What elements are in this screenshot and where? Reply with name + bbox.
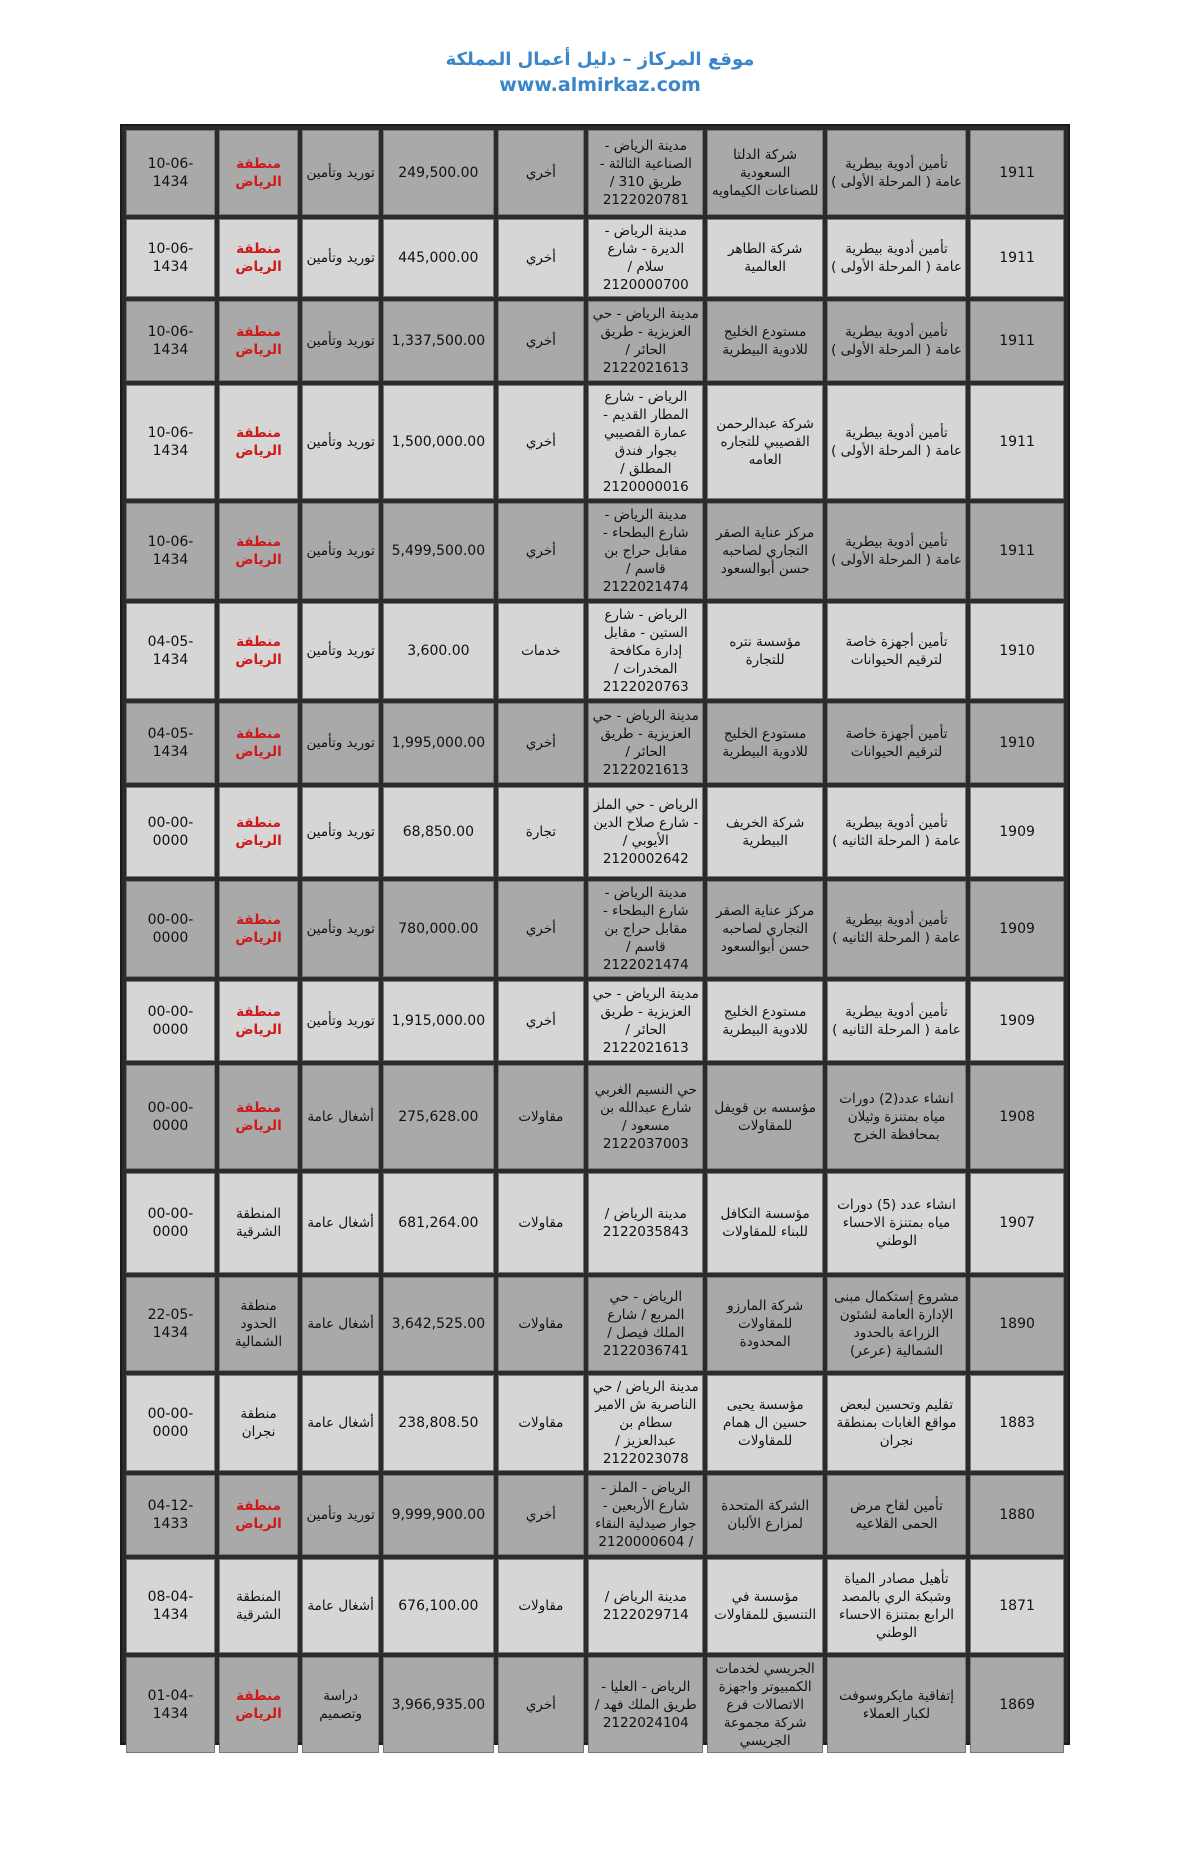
company-cell: مستودع الخليج للادوية البيطرية [707,301,822,381]
project-cell: انشاء عدد (5) دورات مياه بمتنزة الاحساء الوطني [827,1173,966,1273]
tender-number-cell: 1883 [970,1375,1064,1471]
project-cell: تأهيل مصادر المياة وشبكة الري بالمصد الرابع بمتنزة الاحساء الوطني [827,1559,966,1653]
region-cell: منطقة الرياض [219,881,298,977]
address-cell: حي النسيم الغربي شارع عبدالله بن مسعود / 2122037003 [588,1065,703,1169]
amount-cell: 3,642,525.00 [383,1277,494,1371]
project-cell: تأمين أدوية بيطرية عامة ( المرحلة الثانيه ) [827,881,966,977]
company-cell: الشركة المتحدة لمزارع الألبان [707,1475,822,1555]
contract-type-cell: توريد وتأمين [302,787,379,877]
region-cell: منطقة الرياض [219,787,298,877]
tender-date-cell: 22-05-1434 [126,1277,215,1371]
company-cell: مؤسسة في التنسيق للمقاولات [707,1559,822,1653]
table-row [126,703,1064,783]
category-cell: أخري [498,703,585,783]
category-cell: أخري [498,981,585,1061]
address-cell: مدينة الرياض - شارع البطحاء - مقابل حراج بن قاسم / 2122021474 [588,503,703,599]
tender-number-cell: 1908 [970,1065,1064,1169]
contract-type-cell: توريد وتأمين [302,1475,379,1555]
tender-number-cell: 1909 [970,787,1064,877]
region-cell: منطقة الرياض [219,1475,298,1555]
region-cell: منطقة الرياض [219,603,298,699]
company-cell: مؤسسة يحيى حسين ال همام للمقاولات [707,1375,822,1471]
tender-date-cell: 04-05-1434 [126,703,215,783]
contract-type-cell: توريد وتأمين [302,981,379,1061]
category-cell: مقاولات [498,1065,585,1169]
contract-type-cell: توريد وتأمين [302,603,379,699]
tender-number-cell: 1880 [970,1475,1064,1555]
project-cell: تأمين أجهزة خاصة لترقيم الحيوانات [827,703,966,783]
company-cell: شركة الدلتا السعودية للصناعات الكيماويه [707,130,822,215]
category-cell: مقاولات [498,1277,585,1371]
table-row [126,219,1064,297]
table-body [126,130,1064,1753]
address-cell: الرياض - العليا - طريق الملك فهد / 2122024104 [588,1657,703,1753]
tender-number-cell: 1890 [970,1277,1064,1371]
tender-number-cell: 1907 [970,1173,1064,1273]
amount-cell: 676,100.00 [383,1559,494,1653]
project-cell: تأمين أجهزة خاصة لترقيم الحيوانات [827,603,966,699]
region-cell: منطقة الرياض [219,130,298,215]
tender-number-cell: 1911 [970,130,1064,215]
amount-cell: 275,628.00 [383,1065,494,1169]
tender-date-cell: 10-06-1434 [126,503,215,599]
address-cell: الرياض - حي الملز - شارع صلاح الدين الأيوبي / 2120002642 [588,787,703,877]
table-row [126,1657,1064,1753]
project-cell: انشاء عدد(2) دورات مياه بمتنزة وثيلان بمحافظة الخرج [827,1065,966,1169]
address-cell: الرياض - حي المربع / شارع الملك فيصل / 2122036741 [588,1277,703,1371]
project-cell: تأمين أدوية بيطرية عامة ( المرحلة الأولى ) [827,503,966,599]
project-cell: تأمين أدوية بيطرية عامة ( المرحلة الأولى ) [827,301,966,381]
tender-date-cell: 10-06-1434 [126,130,215,215]
tender-date-cell: 01-04-1434 [126,1657,215,1753]
table-row [126,1277,1064,1371]
category-cell: أخري [498,130,585,215]
tender-number-cell: 1911 [970,503,1064,599]
table-row [126,385,1064,499]
tender-number-cell: 1911 [970,385,1064,499]
tender-number-cell: 1911 [970,219,1064,297]
region-cell: منطقة الرياض [219,1065,298,1169]
amount-cell: 1,337,500.00 [383,301,494,381]
category-cell: تجارة [498,787,585,877]
region-cell: منطقة الرياض [219,219,298,297]
address-cell: مدينة الرياض / 2122035843 [588,1173,703,1273]
contract-type-cell: أشغال عامة [302,1277,379,1371]
company-cell: الجريسي لخدمات الكمبيوتر واجهزة الاتصالات فرع شركة مجموعة الجريسي [707,1657,822,1753]
tender-date-cell: 00-00-0000 [126,1173,215,1273]
contract-type-cell: دراسة وتصميم [302,1657,379,1753]
site-url[interactable]: www.almirkaz.com [499,74,701,96]
table-row [126,301,1064,381]
category-cell: مقاولات [498,1559,585,1653]
tender-date-cell: 08-04-1434 [126,1559,215,1653]
region-cell: منطقة الرياض [219,703,298,783]
tender-number-cell: 1909 [970,881,1064,977]
tender-date-cell: 04-12-1433 [126,1475,215,1555]
project-cell: تأمين لقاح مرض الحمى القلاعيه [827,1475,966,1555]
address-cell: الرياض - شارع الستين - مقابل إدارة مكافحة المخدرات / 2122020763 [588,603,703,699]
region-cell: منطقة الرياض [219,301,298,381]
company-cell: مستودع الخليج للادوية البيطرية [707,981,822,1061]
company-cell: شركة المارزو للمقاولات المحدودة [707,1277,822,1371]
company-cell: شركة الخريف البيطرية [707,787,822,877]
tender-date-cell: 00-00-0000 [126,1375,215,1471]
company-cell: شركة عبدالرحمن القصيبي للتجاره العامه [707,385,822,499]
project-cell: تأمين أدوية بيطرية عامة ( المرحلة الأولى ) [827,385,966,499]
tender-date-cell: 10-06-1434 [126,219,215,297]
region-cell: منطقة الرياض [219,385,298,499]
address-cell: الرياض - شارع المطار القديم - عمارة القصيبي بجوار فندق المطلق / 2120000016 [588,385,703,499]
amount-cell: 1,995,000.00 [383,703,494,783]
project-cell: تأمين أدوية بيطرية عامة ( المرحلة الأولى ) [827,219,966,297]
table-row [126,981,1064,1061]
address-cell: مدينة الرياض - حي العزيزية - طريق الحائر / 2122021613 [588,981,703,1061]
tenders-table-frame [120,124,1070,1749]
address-cell: مدينة الرياض - الديرة - شارع سلام / 2120000700 [588,219,703,297]
tender-number-cell: 1909 [970,981,1064,1061]
company-cell: مركز عناية الصقر التجاري لصاحبه حسن أبوالسعود [707,881,822,977]
table-row [126,503,1064,599]
tender-number-cell: 1871 [970,1559,1064,1653]
tender-date-cell: 00-00-0000 [126,881,215,977]
amount-cell: 445,000.00 [383,219,494,297]
amount-cell: 238,808.50 [383,1375,494,1471]
address-cell: مدينة الرياض - حي العزيزية - طريق الحائر / 2122021613 [588,301,703,381]
amount-cell: 780,000.00 [383,881,494,977]
region-cell: المنطقة الشرقية [219,1559,298,1653]
contract-type-cell: توريد وتأمين [302,503,379,599]
company-cell: شركة الطاهر العالمية [707,219,822,297]
category-cell: أخري [498,503,585,599]
amount-cell: 5,499,500.00 [383,503,494,599]
region-cell: منطقة الرياض [219,503,298,599]
tender-date-cell: 10-06-1434 [126,385,215,499]
company-cell: مؤسسة نتره للتجارة [707,603,822,699]
table-row [126,881,1064,977]
contract-type-cell: توريد وتأمين [302,130,379,215]
contract-type-cell: أشغال عامة [302,1375,379,1471]
amount-cell: 1,915,000.00 [383,981,494,1061]
address-cell: مدينة الرياض / حي الناصرية ش الامير سطام بن عبدالعزيز / 2122023078 [588,1375,703,1471]
category-cell: أخري [498,1475,585,1555]
amount-cell: 9,999,900.00 [383,1475,494,1555]
amount-cell: 68,850.00 [383,787,494,877]
region-cell: المنطقة الشرقية [219,1173,298,1273]
amount-cell: 3,600.00 [383,603,494,699]
table-row [126,1065,1064,1169]
region-cell: منطقة الرياض [219,1657,298,1753]
address-cell: مدينة الرياض - حي العزيزية - طريق الحائر / 2122021613 [588,703,703,783]
tender-number-cell: 1869 [970,1657,1064,1753]
tender-number-cell: 1911 [970,301,1064,381]
table-row [126,1375,1064,1471]
project-cell: تقليم وتحسين لبعض مواقع الغابات بمنطقة نجران [827,1375,966,1471]
tender-date-cell: 00-00-0000 [126,981,215,1061]
project-cell: إتفاقية مايكروسوفت لكبار العملاء [827,1657,966,1753]
tender-date-cell: 00-00-0000 [126,1065,215,1169]
company-cell: مستودع الخليج للادوية البيطرية [707,703,822,783]
site-title: موقع المركاز – دليل أعمال المملكة [445,49,755,70]
category-cell: أخري [498,219,585,297]
address-cell: مدينة الرياض - الصناعية الثالثة - طريق 310 / 2122020781 [588,130,703,215]
contract-type-cell: أشغال عامة [302,1559,379,1653]
table-row [126,1475,1064,1555]
contract-type-cell: توريد وتأمين [302,881,379,977]
amount-cell: 1,500,000.00 [383,385,494,499]
contract-type-cell: توريد وتأمين [302,219,379,297]
project-cell: تأمين أدوية بيطرية عامة ( المرحلة الثانيه ) [827,787,966,877]
address-cell: مدينة الرياض / 2122029714 [588,1559,703,1653]
address-cell: مدينة الرياض - شارع البطحاء - مقابل حراج بن قاسم / 2122021474 [588,881,703,977]
category-cell: أخري [498,881,585,977]
tender-date-cell: 04-05-1434 [126,603,215,699]
company-cell: مركز عناية الصقر التجاري لصاحبه حسن أبوالسعود [707,503,822,599]
project-cell: تأمين أدوية بيطرية عامة ( المرحلة الأولى ) [827,130,966,215]
region-cell: منطقة الحدود الشمالية [219,1277,298,1371]
contract-type-cell: أشغال عامة [302,1065,379,1169]
category-cell: مقاولات [498,1173,585,1273]
contract-type-cell: توريد وتأمين [302,301,379,381]
page-header [0,48,1200,98]
amount-cell: 249,500.00 [383,130,494,215]
contract-type-cell: توريد وتأمين [302,703,379,783]
tender-date-cell: 10-06-1434 [126,301,215,381]
table-row [126,787,1064,877]
category-cell: أخري [498,301,585,381]
amount-cell: 3,966,935.00 [383,1657,494,1753]
company-cell: مؤسسه بن قويفل للمقاولات [707,1065,822,1169]
table-row [126,1559,1064,1653]
address-cell: الرياض - الملز - شارع الأربعين - جوار صيدلية النقاء / 2120000604 [588,1475,703,1555]
tender-number-cell: 1910 [970,703,1064,783]
project-cell: مشروع إستكمال مبنى الإدارة العامة لشئون الزراعة بالحدود الشمالية (عرعر) [827,1277,966,1371]
category-cell: أخري [498,385,585,499]
table-row [126,1173,1064,1273]
tender-number-cell: 1910 [970,603,1064,699]
tender-date-cell: 00-00-0000 [126,787,215,877]
category-cell: مقاولات [498,1375,585,1471]
contract-type-cell: توريد وتأمين [302,385,379,499]
table-row [126,130,1064,215]
amount-cell: 681,264.00 [383,1173,494,1273]
region-cell: منطقة الرياض [219,981,298,1061]
region-cell: منطقة نجران [219,1375,298,1471]
category-cell: خدمات [498,603,585,699]
tenders-table [122,126,1068,1757]
contract-type-cell: أشغال عامة [302,1173,379,1273]
project-cell: تأمين أدوية بيطرية عامة ( المرحلة الثانيه ) [827,981,966,1061]
company-cell: مؤسسة التكافل للبناء للمقاولات [707,1173,822,1273]
table-row [126,603,1064,699]
category-cell: أخري [498,1657,585,1753]
